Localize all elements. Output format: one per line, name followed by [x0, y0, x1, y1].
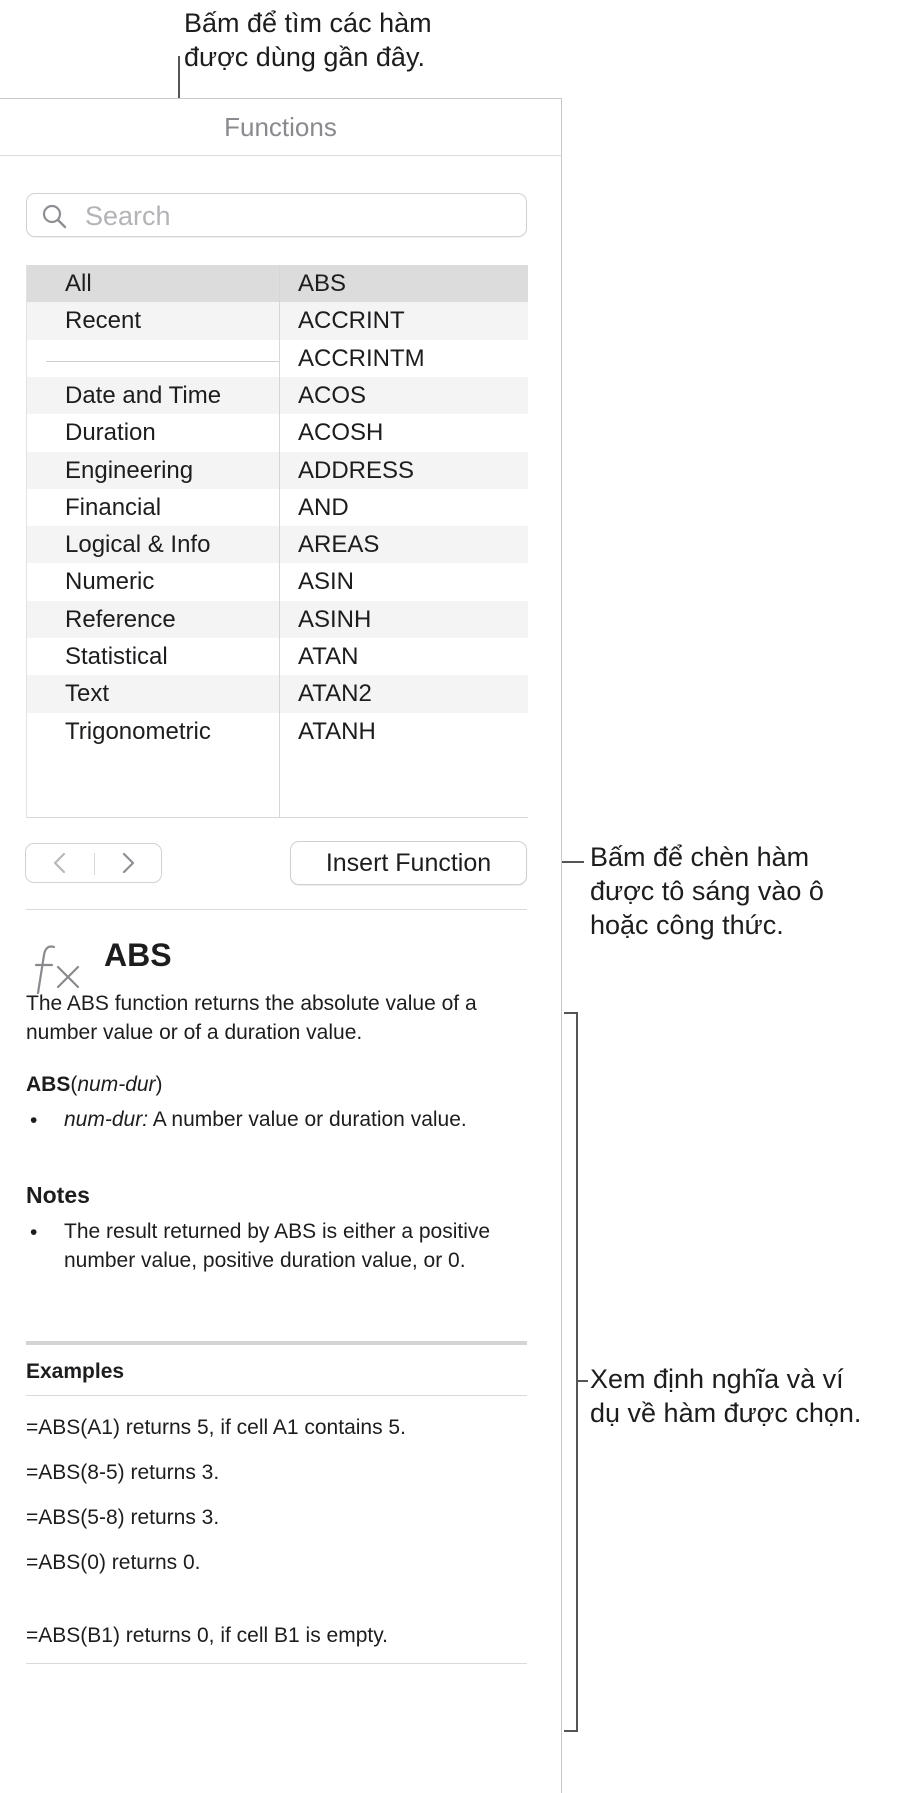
- insert-function-button[interactable]: Insert Function: [290, 841, 527, 885]
- function-item[interactable]: ADDRESS: [298, 456, 415, 484]
- category-item[interactable]: Text: [65, 680, 110, 708]
- browser-row: [27, 489, 528, 526]
- browser-row: [27, 452, 528, 489]
- column-divider: [279, 265, 280, 817]
- callout-insert: [590, 840, 824, 942]
- callout-insert-line-3: hoặc công thức.: [590, 910, 784, 940]
- example-line: =ABS(5-8) returns 3.: [26, 1506, 220, 1529]
- examples-divider-top: [26, 1341, 527, 1345]
- functions-panel: [0, 98, 562, 1793]
- examples-divider: [26, 1395, 527, 1396]
- browser-row: [27, 340, 528, 377]
- panel-title: Functions: [0, 99, 561, 156]
- category-item[interactable]: Logical & Info: [65, 531, 211, 559]
- syntax-close: ): [155, 1073, 163, 1096]
- callout-insert-line-2: được tô sáng vào ô: [590, 876, 824, 906]
- category-item[interactable]: Reference: [65, 605, 176, 633]
- browser-row: [27, 713, 528, 750]
- function-item[interactable]: ASIN: [298, 568, 355, 596]
- callout-recent: [184, 6, 432, 74]
- callout-definition-line-2: dụ về hàm được chọn.: [590, 1398, 862, 1428]
- search-field[interactable]: [26, 193, 527, 237]
- argument-description: [64, 1105, 504, 1134]
- callout-definition-leader: [578, 1380, 588, 1382]
- browser-row: [27, 638, 528, 675]
- callout-insert-line-1: Bấm để chèn hàm: [590, 842, 810, 872]
- example-line: =ABS(0) returns 0.: [26, 1551, 201, 1574]
- argument-text: A number value or duration value.: [148, 1108, 467, 1131]
- function-item[interactable]: ACCRINT: [298, 307, 405, 335]
- category-item[interactable]: Financial: [65, 493, 162, 521]
- example-line: =ABS(B1) returns 0, if cell B1 is empty.: [26, 1624, 388, 1647]
- callout-definition: [590, 1362, 861, 1430]
- argument-bullet: •: [30, 1109, 38, 1132]
- argument-name: num-dur:: [64, 1108, 149, 1131]
- category-item[interactable]: Trigonometric: [65, 717, 211, 745]
- function-description: The ABS function returns the absolute value of a number value or of a duration value.: [26, 992, 477, 1044]
- function-browser: [26, 265, 528, 818]
- function-item[interactable]: ASINH: [298, 605, 372, 633]
- browser-row: [27, 601, 528, 638]
- callout-recent-line-1: Bấm để tìm các hàm: [184, 8, 432, 38]
- function-item[interactable]: ATAN: [298, 643, 359, 670]
- chevron-left-icon: [26, 844, 94, 882]
- browser-row: [27, 377, 528, 414]
- function-item[interactable]: ACCRINTM: [298, 344, 425, 372]
- syntax-open: (: [70, 1073, 78, 1096]
- callout-recent-line-2: được dùng gần đây.: [184, 42, 425, 72]
- example-line: =ABS(8-5) returns 3.: [26, 1461, 220, 1484]
- category-item[interactable]: Date and Time: [65, 381, 222, 409]
- browser-row: [27, 302, 528, 339]
- example-line: =ABS(A1) returns 5, if cell A1 contains 5.: [26, 1416, 406, 1439]
- function-syntax: [26, 1071, 163, 1099]
- category-item[interactable]: Numeric: [65, 568, 155, 596]
- detail-divider: [26, 909, 527, 910]
- chevron-right-icon: [95, 844, 163, 882]
- category-item[interactable]: Duration: [65, 419, 156, 447]
- browser-row: [27, 675, 528, 712]
- callout-definition-bracket: [576, 1012, 578, 1732]
- browser-row: [27, 265, 528, 302]
- browser-row: [27, 526, 528, 563]
- category-item[interactable]: All: [65, 270, 92, 297]
- browser-row: [27, 563, 528, 600]
- callout-definition-bracket-bottom: [564, 1730, 578, 1732]
- category-item[interactable]: Recent: [65, 307, 142, 335]
- syntax-name: ABS: [26, 1073, 71, 1096]
- category-item[interactable]: Engineering: [65, 456, 194, 484]
- note-text: The result returned by ABS is either a positive number value, positive duration value, or 0.: [64, 1220, 491, 1272]
- browser-row: [27, 414, 528, 451]
- back-button[interactable]: [26, 844, 94, 882]
- function-item[interactable]: ATAN2: [298, 680, 372, 708]
- function-item[interactable]: ACOS: [298, 381, 367, 409]
- category-item[interactable]: Statistical: [65, 643, 168, 670]
- function-item[interactable]: ACOSH: [298, 419, 384, 447]
- examples-heading: Examples: [26, 1360, 125, 1383]
- function-item[interactable]: ATANH: [298, 717, 376, 745]
- forward-button[interactable]: [95, 844, 163, 882]
- examples-divider-bottom: [26, 1663, 527, 1664]
- function-title: ABS: [104, 937, 172, 973]
- function-item[interactable]: AND: [298, 493, 349, 521]
- category-separator: [46, 361, 279, 362]
- notes-heading: Notes: [26, 1182, 90, 1208]
- syntax-arg: num-dur: [77, 1073, 156, 1096]
- search-icon: [41, 203, 67, 229]
- callout-definition-line-1: Xem định nghĩa và ví: [590, 1364, 844, 1394]
- search-input[interactable]: [83, 198, 507, 234]
- callout-definition-bracket-top: [564, 1012, 578, 1014]
- function-item[interactable]: ABS: [298, 270, 347, 297]
- note-bullet: •: [30, 1221, 38, 1244]
- history-nav: [25, 843, 162, 883]
- function-item[interactable]: AREAS: [298, 531, 380, 559]
